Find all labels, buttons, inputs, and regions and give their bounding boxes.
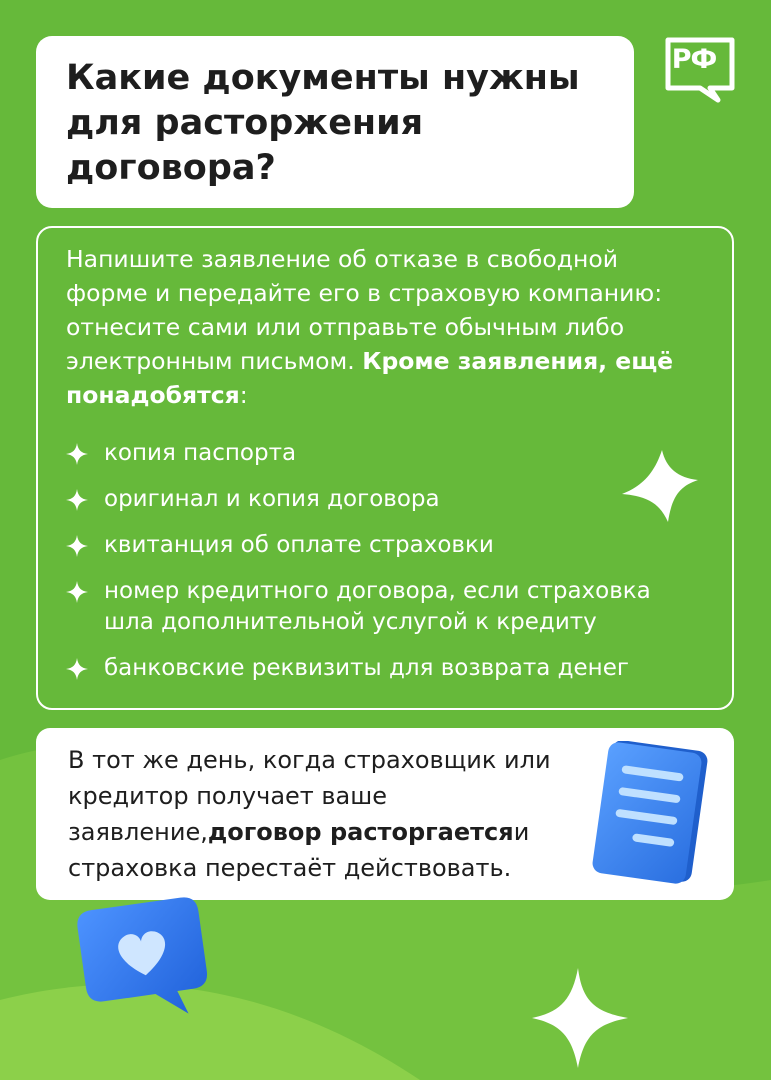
- document-icon: [590, 741, 710, 891]
- bottom-text-after: и страховка перестаёт действовать.: [68, 818, 530, 882]
- list-item: [66, 530, 704, 561]
- list-item-text: оригинал и копия договора: [104, 486, 440, 512]
- page-title: Какие документы нужны для расторжения договора?: [66, 58, 580, 188]
- list-item-text: квитанция об оплате страховки: [104, 532, 494, 558]
- title-card: [36, 36, 634, 208]
- intro-text: Напишите заявление об отказе в свободной форме и передайте его в страховую компанию: отнесите сами или отправьте обычным либо электронным письмом.: [66, 245, 663, 375]
- sparkle-icon: [66, 535, 88, 557]
- list-item: [66, 653, 704, 684]
- star-icon: [620, 448, 700, 524]
- bottom-text-bold: договор расторгается: [207, 818, 514, 846]
- bottom-paragraph: [68, 742, 588, 886]
- intro-paragraph: [66, 242, 704, 412]
- sparkle-icon: [66, 489, 88, 511]
- bottom-text-before: В тот же день, когда страховщик или кредитор получает ваше заявление,: [68, 746, 551, 846]
- intro-bold: Кроме заявления, ещё понадобятся: [66, 347, 674, 409]
- list-item-text: номер кредитного договора, если страховка шла дополнительной услугой к кредиту: [104, 578, 651, 635]
- sparkle-icon: [66, 658, 88, 680]
- star-icon: [530, 966, 630, 1070]
- list-item: [66, 576, 704, 638]
- intro-colon: :: [239, 381, 248, 409]
- heart-chat-icon: [76, 895, 216, 1025]
- sparkle-icon: [66, 581, 88, 603]
- documents-list: [66, 438, 704, 684]
- list-item: [66, 484, 704, 515]
- logo-text: РФ: [671, 44, 717, 75]
- list-item: [66, 438, 704, 469]
- list-item-text: копия паспорта: [104, 440, 297, 466]
- sparkle-icon: [66, 443, 88, 465]
- list-item-text: банковские реквизиты для возврата денег: [104, 655, 629, 681]
